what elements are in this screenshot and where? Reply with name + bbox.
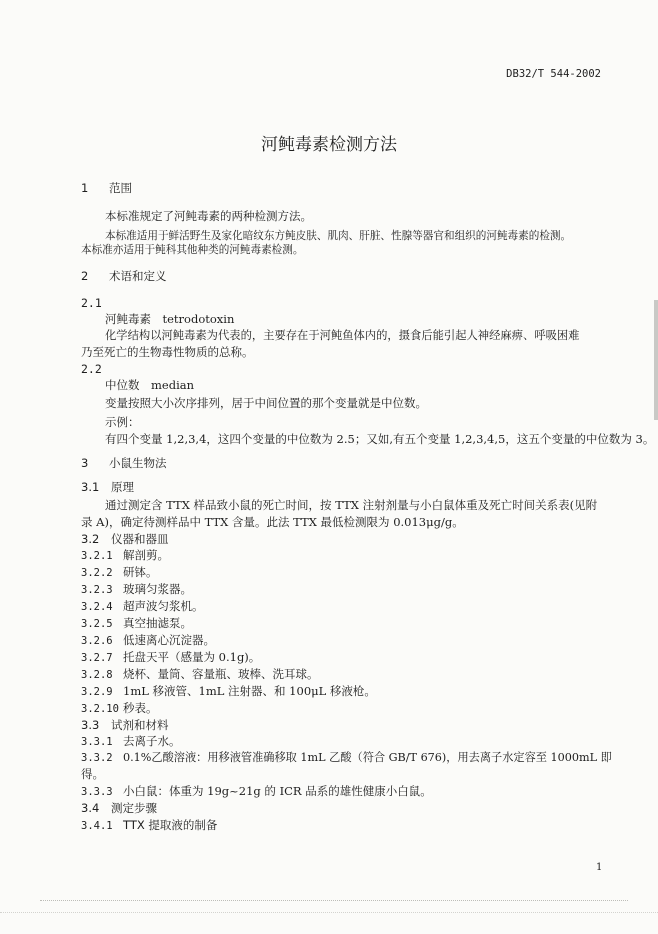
scan-edge-shadow: [654, 300, 658, 420]
scan-artifact-line: [40, 900, 628, 901]
list-item: [81, 615, 192, 632]
item-text: 1mL 移液管、1mL 注射器、和 100μL 移液枪。: [123, 684, 376, 698]
paragraph: 录 A)，确定待测样品中 TTX 含量。此法 TTX 最低检测限为 0.013μg/g。: [81, 515, 464, 529]
example-label: 示例：: [105, 415, 140, 429]
list-item: [81, 733, 181, 750]
item-text: TTX 提取液的制备: [123, 818, 218, 832]
item-number: 3.2.6: [81, 635, 113, 647]
item-number: 3.2.1: [81, 550, 113, 562]
paragraph: 本标准亦适用于鲀科其他种类的河鲀毒素检测。: [81, 244, 304, 256]
item-number: 3.2.5: [81, 618, 113, 630]
subsection-number: 2.1: [81, 296, 102, 310]
subsection-heading-text: 原理: [111, 480, 134, 494]
item-number: 3.2.2: [81, 567, 113, 579]
item-text: 超声波匀浆机。: [123, 599, 204, 613]
list-item: [81, 581, 192, 598]
subsection-heading-text: 测定步骤: [111, 801, 157, 815]
item-text: 真空抽滤泵。: [123, 616, 192, 630]
item-number: 3.2.4: [81, 601, 113, 613]
list-item: [81, 632, 215, 649]
subsection-number: 3.2: [81, 532, 100, 546]
list-item: [81, 683, 376, 700]
item-text: 研钵。: [123, 565, 158, 579]
item-text: 低速离心沉淀器。: [123, 633, 215, 647]
item-number: 3.2.8: [81, 669, 113, 681]
section-heading-text: 术语和定义: [109, 269, 167, 283]
item-text: 小白鼠：体重为 19g~21g 的 ICR 品系的雄性健康小白鼠。: [123, 784, 432, 798]
item-text: 解剖剪。: [123, 548, 169, 562]
section-heading-text: 小鼠生物法: [109, 456, 167, 470]
list-item: [81, 564, 158, 581]
list-item: [81, 666, 319, 683]
page-number: 1: [596, 862, 603, 873]
item-number: 3.3.1: [81, 736, 113, 748]
item-number: 3.2.9: [81, 686, 113, 698]
subsection-number: 3.4: [81, 801, 100, 815]
section-2-heading: [81, 268, 167, 284]
item-number: 3.3.3: [81, 786, 113, 798]
list-item: [81, 783, 432, 800]
subsection-heading-text: 仪器和器皿: [111, 532, 169, 546]
subsection-heading: [81, 531, 169, 547]
item-number: 3.2.3: [81, 584, 113, 596]
item-number: 3.2.10: [81, 703, 119, 715]
definition: 乃至死亡的生物毒性物质的总称。: [81, 345, 254, 359]
item-text: 0.1%乙酸溶液：用移液管准确移取 1mL 乙酸（符合 GB/T 676)，用去离子水定容至 1000mL 即: [123, 751, 612, 764]
subsection-heading: [81, 479, 134, 495]
list-item: [81, 598, 204, 615]
definition: 变量按照大小次序排列，居于中间位置的那个变量就是中位数。: [105, 396, 427, 410]
item-text: 玻璃匀浆器。: [123, 582, 192, 596]
scan-artifact-line: [0, 912, 658, 913]
list-item: [81, 649, 260, 666]
list-item: [81, 817, 217, 834]
item-text: 去离子水。: [123, 734, 181, 748]
paragraph: 本标准规定了河鲀毒素的两种检测方法。: [105, 209, 312, 223]
subsection-number: 3.1: [81, 480, 100, 494]
subsection-heading-text: 试剂和材料: [111, 718, 169, 732]
section-number: 3: [81, 456, 89, 470]
term: 中位数 median: [105, 378, 195, 392]
item-number: 3.2.7: [81, 652, 113, 664]
definition: 化学结构以河鲀毒素为代表的，主要存在于河鲀鱼体内的，摄食后能引起人神经麻痹、呼吸困难: [105, 329, 580, 342]
item-number: 3.3.2: [81, 752, 113, 764]
list-item: [81, 700, 158, 717]
section-3-heading: [81, 455, 167, 471]
list-item: [81, 547, 169, 564]
term: 河鲀毒素 tetrodotoxin: [105, 312, 235, 326]
item-text: 秒表。: [123, 701, 158, 715]
item-continuation: 得。: [81, 767, 104, 781]
example-text: 有四个变量 1,2,3,4，这四个变量的中位数为 2.5；又如,有五个变量 1,2,3,4,5，这五个变量的中位数为 3。: [105, 432, 655, 446]
document-title: 河鲀毒素检测方法: [261, 135, 397, 155]
section-number: 2: [81, 269, 89, 283]
list-item: [81, 750, 612, 766]
item-number: 3.4.1: [81, 820, 113, 832]
subsection-heading: [81, 800, 157, 816]
item-text: 托盘天平（感量为 0.1g)。: [123, 650, 261, 664]
section-1-heading: [81, 180, 132, 196]
item-text: 烧杯、量筒、容量瓶、玻棒、洗耳球。: [123, 667, 319, 681]
paragraph: 本标准适用于鲜活野生及家化暗纹东方鲀皮肤、肌肉、肝脏、性腺等器官和组织的河鲀毒素的检测。: [105, 230, 572, 242]
section-number: 1: [81, 181, 89, 195]
subsection-heading: [81, 717, 169, 733]
paragraph: 通过测定含 TTX 样品致小鼠的死亡时间，按 TTX 注射剂量与小白鼠体重及死亡时间关系表(见附: [105, 498, 598, 512]
subsection-number: 3.3: [81, 718, 100, 732]
subsection-number: 2.2: [81, 362, 102, 376]
section-heading-text: 范围: [109, 181, 132, 195]
document-code: DB32/T 544-2002: [506, 68, 601, 80]
